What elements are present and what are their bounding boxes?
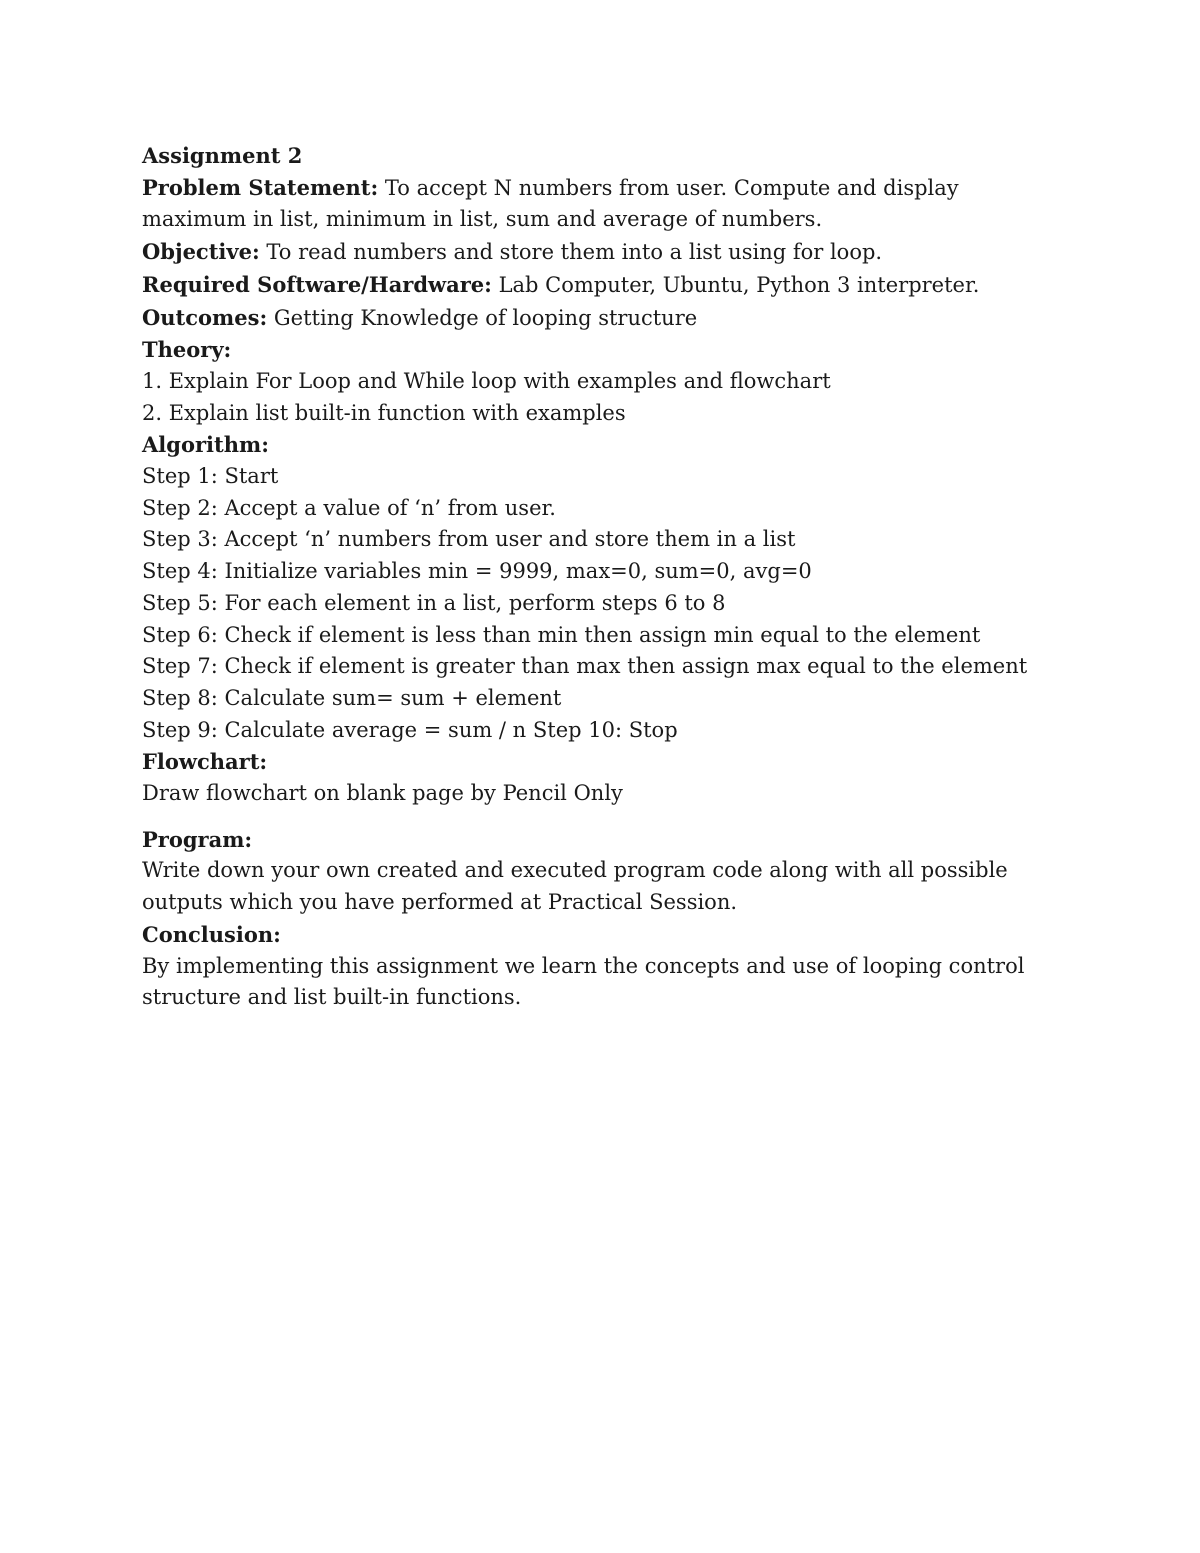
- problem-statement: [142, 172, 1057, 236]
- algorithm-step: Step 6: Check if element is less than min then assign min equal to the element: [142, 622, 981, 647]
- problem-statement-text: To accept N numbers from user. Compute and display maximum in list, minimum in list, sum and average of numbers.: [142, 175, 959, 232]
- document-body: [142, 140, 1057, 1014]
- required-label: Required Software/Hardware:: [142, 271, 492, 297]
- required-text: Lab Computer, Ubuntu, Python 3 interpreter.: [491, 272, 980, 297]
- flowchart-heading: Flowchart:: [142, 749, 268, 775]
- program-heading: Program:: [142, 826, 253, 852]
- algorithm-step: Step 8: Calculate sum= sum + element: [142, 685, 562, 710]
- outcomes-text: Getting Knowledge of looping structure: [267, 305, 698, 330]
- required-software-hardware: [142, 269, 1057, 302]
- theory-item: 1. Explain For Loop and While loop with examples and flowchart: [142, 368, 831, 393]
- objective: [142, 236, 1057, 269]
- conclusion-text: By implementing this assignment we learn the concepts and use of looping control structure and list built-in functions.: [142, 953, 1025, 1010]
- objective-text: To read numbers and store them into a list using for loop.: [259, 240, 883, 265]
- algorithm-heading: Algorithm:: [142, 432, 269, 458]
- outcomes-label: Outcomes:: [142, 304, 268, 330]
- outcomes: [142, 302, 1057, 335]
- conclusion-heading: Conclusion:: [142, 921, 281, 947]
- algorithm-step: Step 9: Calculate average = sum / n Step 10: Stop: [142, 717, 678, 742]
- algorithm-step: Step 3: Accept ‘n’ numbers from user and store them in a list: [142, 527, 796, 552]
- program-text: Write down your own created and executed program code along with all possible outputs which you have performed at Practical Session.: [142, 858, 1008, 915]
- algorithm-step: Step 4: Initialize variables min = 9999, max=0, sum=0, avg=0: [142, 559, 812, 584]
- algorithm-step: Step 7: Check if element is greater than max then assign max equal to the element: [142, 654, 1028, 679]
- problem-statement-label: Problem Statement:: [142, 174, 379, 200]
- objective-label: Objective:: [142, 239, 260, 265]
- paragraph-gap: [142, 810, 1057, 824]
- assignment-title: Assignment 2: [142, 143, 303, 168]
- algorithm-step: Step 2: Accept a value of ‘n’ from user.: [142, 495, 556, 520]
- algorithm-step: Step 5: For each element in a list, perform steps 6 to 8: [142, 590, 726, 615]
- theory-item: 2. Explain list built-in function with examples: [142, 400, 626, 425]
- flowchart-text: Draw flowchart on blank page by Pencil Only: [142, 781, 623, 806]
- theory-heading: Theory:: [142, 337, 232, 363]
- algorithm-step: Step 1: Start: [142, 464, 279, 489]
